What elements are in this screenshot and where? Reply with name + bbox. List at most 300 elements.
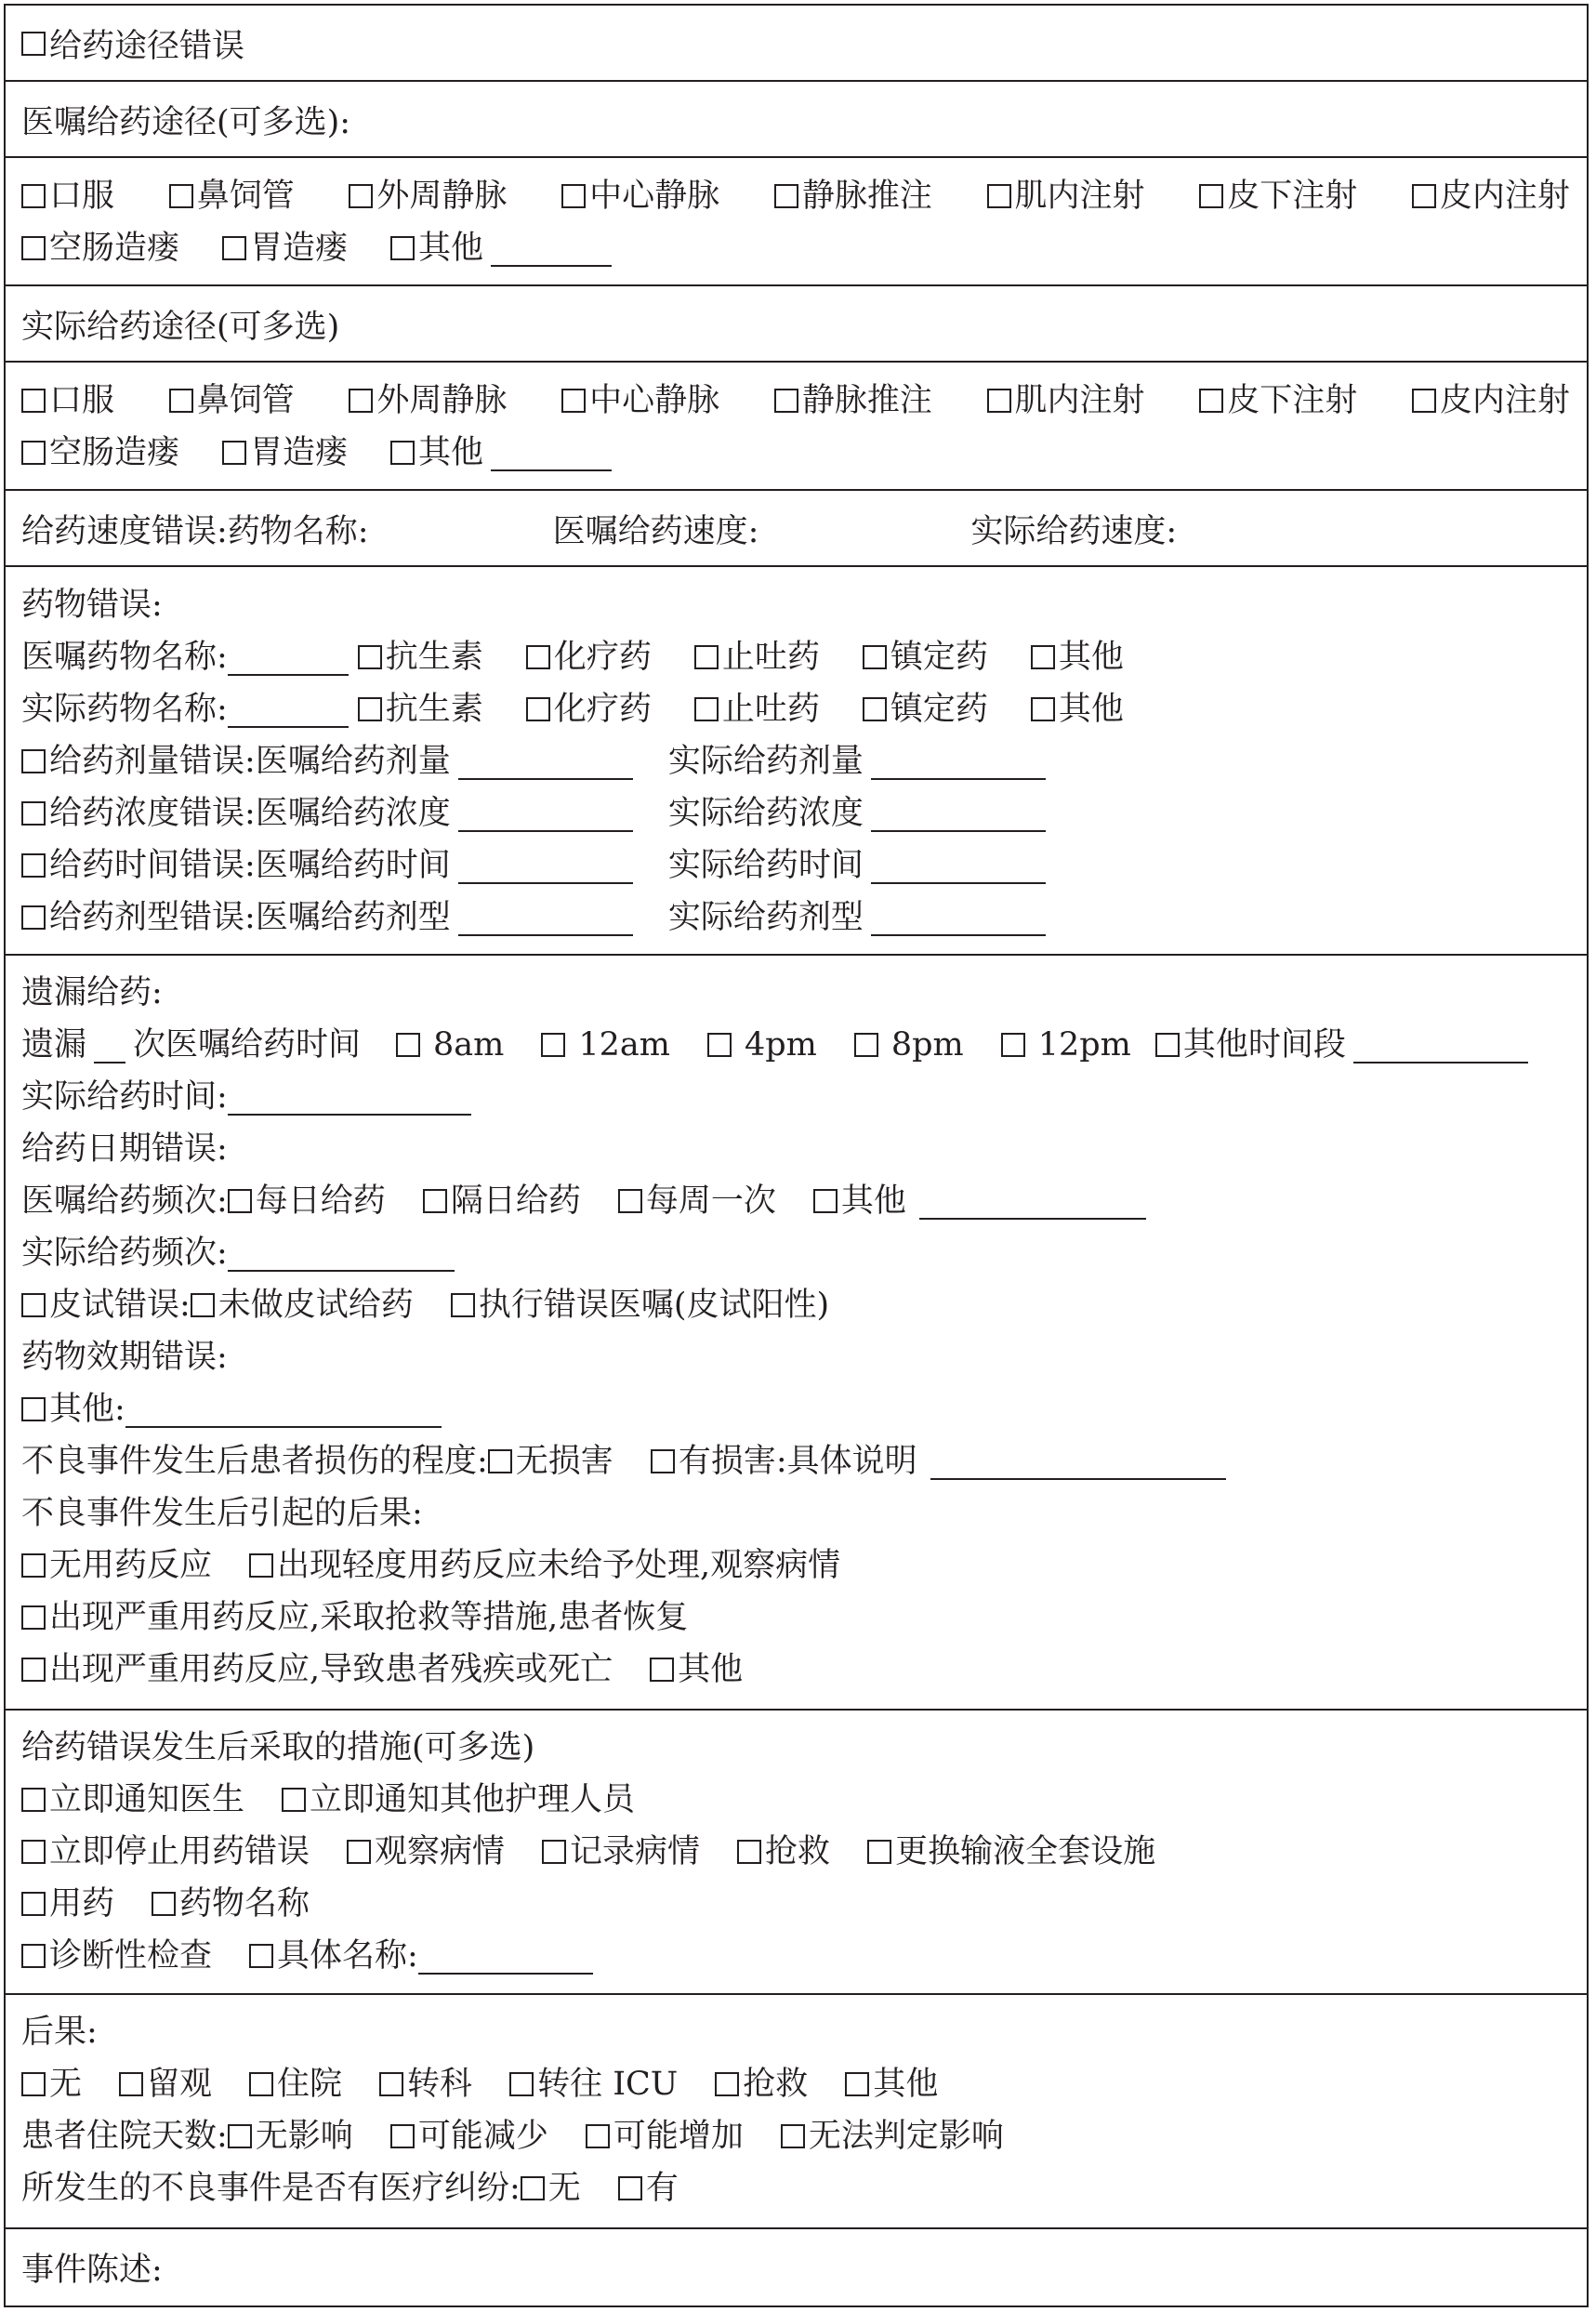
option-label: 给药浓度错误: <box>49 795 256 832</box>
actual-conc-input[interactable] <box>871 795 1046 832</box>
option-label: 镇定药 <box>890 639 988 676</box>
checkbox-icon[interactable] <box>526 697 550 721</box>
actual-freq-input[interactable] <box>228 1235 455 1272</box>
blank-line[interactable] <box>491 230 612 267</box>
option-label: 口服 <box>49 178 115 215</box>
checkbox-icon[interactable] <box>358 645 382 669</box>
checkbox-icon[interactable] <box>561 184 586 208</box>
option-label: 转往 ICU <box>537 2066 679 2103</box>
other-error-input[interactable] <box>125 1391 442 1428</box>
actual-route-oral[interactable] <box>21 375 114 427</box>
actual-admin-time-label: 实际给药时间: <box>21 1078 228 1116</box>
option-label: 止吐药 <box>721 639 820 676</box>
checkbox-icon[interactable] <box>618 2176 642 2200</box>
checkbox-icon[interactable] <box>358 697 382 721</box>
omission-title: 遗漏给药: <box>21 974 163 1011</box>
actual-route-other[interactable] <box>390 427 612 479</box>
section-ordered-route-title <box>6 82 1587 158</box>
checkbox-icon[interactable] <box>228 1189 252 1213</box>
freq-daily[interactable] <box>228 1175 386 1227</box>
actual-type-other[interactable] <box>1031 683 1124 735</box>
option-label: 其他 <box>418 230 484 267</box>
option-label: 其他 <box>873 2066 939 2103</box>
checkbox-icon[interactable] <box>390 2124 415 2148</box>
ordered-route-title: 医嘱给药途径(可多选): <box>21 104 351 141</box>
option-label: 立即通知医生 <box>49 1781 245 1818</box>
ordered-route-im[interactable] <box>987 170 1145 222</box>
measures-title: 给药错误发生后采取的措施(可多选) <box>21 1729 535 1766</box>
option-label: 可能增加 <box>613 2118 744 2155</box>
option-label: 无 <box>547 2170 581 2207</box>
option-label: 12pm <box>1037 1026 1131 1064</box>
checkbox-icon[interactable] <box>1031 645 1055 669</box>
ordered-dose-input[interactable] <box>458 743 633 780</box>
checkbox-icon[interactable] <box>586 2124 610 2148</box>
actual-type-antiemetic[interactable] <box>694 683 820 735</box>
checkbox-icon[interactable] <box>169 389 193 413</box>
length-of-stay-label: 患者住院天数: <box>21 2118 228 2155</box>
dose-error-checkbox[interactable] <box>21 735 256 787</box>
checkbox-icon[interactable] <box>781 2124 805 2148</box>
freq-every-other-day[interactable] <box>423 1175 581 1227</box>
actual-freq-label: 实际给药频次: <box>21 1235 228 1272</box>
blank-line[interactable] <box>919 1182 1146 1220</box>
option-label: 转科 <box>407 2066 473 2103</box>
ordered-route-iv-push[interactable] <box>774 170 932 222</box>
checkbox-icon[interactable] <box>561 389 586 413</box>
option-label: 肌内注射 <box>1014 178 1145 215</box>
harm-degree-label: 不良事件发生后患者损伤的程度: <box>21 1443 488 1480</box>
option-label: 外周静脉 <box>376 382 508 419</box>
checkbox-icon[interactable] <box>21 905 46 930</box>
ordered-conc-input[interactable] <box>458 795 633 832</box>
checkbox-icon[interactable] <box>488 1449 512 1473</box>
option-label: 有损害:具体说明 <box>678 1443 917 1480</box>
option-label: 其他 <box>1058 639 1124 676</box>
expiry-error-label: 药物效期错误: <box>21 1339 228 1376</box>
option-label: 静脉推注 <box>801 382 932 419</box>
checkbox-icon[interactable] <box>650 1658 674 1682</box>
skin-test-not-done[interactable] <box>191 1279 414 1331</box>
actual-route-sc[interactable] <box>1199 375 1357 427</box>
checkbox-icon[interactable] <box>854 1033 878 1057</box>
ordered-route-sc[interactable] <box>1199 170 1357 222</box>
checkbox-icon[interactable] <box>21 1944 46 1968</box>
harm-detail-input[interactable] <box>930 1443 1226 1480</box>
actual-form-input[interactable] <box>871 899 1046 936</box>
consequence-severe-disability-death[interactable] <box>21 1644 613 1696</box>
checkbox-icon[interactable] <box>21 1605 46 1630</box>
option-label: 空肠造瘘 <box>49 434 180 471</box>
ordered-form-input[interactable] <box>458 899 633 936</box>
consequence-severe-recovered[interactable] <box>21 1592 688 1644</box>
dispute-yes[interactable] <box>618 2162 679 2214</box>
option-label: 具体名称: <box>277 1937 418 1975</box>
checkbox-icon[interactable] <box>651 1449 675 1473</box>
ordered-drug-name-label: 医嘱药物名称: <box>21 639 228 676</box>
actual-form-label: 实际给药剂型 <box>667 899 864 936</box>
checkbox-icon[interactable] <box>21 853 46 878</box>
ordered-route-nasogastric[interactable] <box>169 170 295 222</box>
section-drug-error <box>6 567 1587 956</box>
checkbox-icon[interactable] <box>249 1553 273 1578</box>
option-label: 鼻饲管 <box>196 178 295 215</box>
label-wrong-route: 给药途径错误 <box>49 28 245 65</box>
checkbox-icon[interactable] <box>1031 697 1055 721</box>
checkbox-icon[interactable] <box>21 1553 46 1578</box>
measure-observe[interactable] <box>347 1826 505 1878</box>
outcome-transfer-icu[interactable] <box>509 2058 678 2110</box>
option-label: 肌内注射 <box>1014 382 1145 419</box>
actual-route-nasogastric[interactable] <box>169 375 295 427</box>
option-label: 中心静脉 <box>589 382 720 419</box>
option-label: 立即停止用药错误 <box>49 1833 310 1870</box>
actual-rate-label: 实际给药速度: <box>970 513 1178 550</box>
rate-error-label: 给药速度错误:药物名称: <box>21 513 369 550</box>
consequence-no-reaction[interactable] <box>21 1539 212 1592</box>
checkbox-icon[interactable] <box>282 1788 306 1812</box>
los-may-increase[interactable] <box>586 2110 744 2162</box>
section-rate-error <box>6 491 1587 567</box>
option-label: 抢救 <box>765 1833 831 1870</box>
checkbox-icon[interactable] <box>21 1293 46 1317</box>
checkbox-icon[interactable] <box>349 184 373 208</box>
omission-count-input[interactable] <box>94 1026 125 1064</box>
ordered-route-id[interactable] <box>1412 170 1570 222</box>
checkbox-icon[interactable] <box>526 645 550 669</box>
option-label: 化疗药 <box>553 639 652 676</box>
option-label: 可能减少 <box>417 2118 548 2155</box>
ordered-type-antibiotic[interactable] <box>358 631 483 683</box>
option-label: 每周一次 <box>645 1182 776 1220</box>
measure-record[interactable] <box>542 1826 700 1878</box>
option-label: 其他时间段 <box>1182 1026 1346 1064</box>
checkbox-icon[interactable] <box>451 1293 475 1317</box>
consequence-other[interactable] <box>650 1644 743 1696</box>
ordered-form-label: 医嘱给药剂型 <box>255 899 451 936</box>
actual-route-gastrostomy[interactable] <box>222 427 348 479</box>
checkbox-icon[interactable] <box>191 1293 215 1317</box>
checkbox-icon[interactable] <box>542 1840 566 1864</box>
actual-drug-name-label: 实际药物名称: <box>21 691 228 728</box>
ordered-route-peripheral-iv[interactable] <box>349 170 507 222</box>
other-error-checkbox[interactable] <box>21 1383 125 1435</box>
checkbox-icon[interactable] <box>21 236 46 260</box>
actual-dose-input[interactable] <box>871 743 1046 780</box>
actual-time-input[interactable] <box>871 847 1046 884</box>
checkbox-icon[interactable] <box>396 1033 420 1057</box>
checkbox-icon[interactable] <box>694 645 719 669</box>
checkbox-icon[interactable] <box>21 32 46 56</box>
checkbox-icon[interactable] <box>1199 184 1223 208</box>
option-label: 皮内注射 <box>1439 178 1570 215</box>
option-label: 有 <box>645 2170 679 2207</box>
omission-time-12am[interactable] <box>541 1019 670 1071</box>
measure-diagnostic-test[interactable] <box>21 1930 212 1982</box>
checkbox-icon[interactable] <box>1001 1033 1025 1057</box>
harm-none[interactable] <box>488 1435 613 1487</box>
specific-name-input[interactable] <box>418 1937 593 1975</box>
checkbox-icon[interactable] <box>21 184 46 208</box>
measure-medication[interactable] <box>21 1878 114 1930</box>
actual-admin-time-input[interactable] <box>228 1078 471 1116</box>
measure-rescue[interactable] <box>737 1826 830 1878</box>
omission-time-12pm[interactable] <box>1001 1019 1131 1071</box>
omission-time-8am[interactable] <box>396 1019 504 1071</box>
date-error-label: 给药日期错误: <box>21 1130 228 1168</box>
time-error-checkbox[interactable] <box>21 839 256 892</box>
checkbox-icon[interactable] <box>249 2072 273 2096</box>
outcome-title: 后果: <box>21 2014 98 2051</box>
option-label: 无损害 <box>515 1443 613 1480</box>
checkbox-icon[interactable] <box>21 1397 46 1421</box>
checkbox-icon[interactable] <box>737 1840 761 1864</box>
option-label: 口服 <box>49 382 115 419</box>
section-actual-route-title <box>6 286 1587 363</box>
option-label: 留观 <box>147 2066 213 2103</box>
drug-error-title: 药物错误: <box>21 587 163 624</box>
actual-route-id[interactable] <box>1412 375 1570 427</box>
option-label: 鼻饲管 <box>196 382 295 419</box>
checkbox-icon[interactable] <box>21 801 46 826</box>
measure-drug-name[interactable] <box>152 1878 310 1930</box>
checkbox-icon[interactable] <box>119 2072 143 2096</box>
medication-error-form <box>4 4 1589 2307</box>
outcome-observation[interactable] <box>119 2058 212 2110</box>
omission-label-b: 次医嘱给药时间 <box>133 1026 362 1064</box>
ordered-type-other[interactable] <box>1031 631 1124 683</box>
checkbox-icon[interactable] <box>521 2176 545 2200</box>
event-description-label: 事件陈述: <box>21 2252 163 2289</box>
option-label: 静脉推注 <box>801 178 932 215</box>
option-label: 未做皮试给药 <box>218 1287 414 1324</box>
option-label: 用药 <box>49 1885 115 1922</box>
checkbox-icon[interactable] <box>1199 389 1223 413</box>
checkbox-icon[interactable] <box>541 1033 565 1057</box>
option-label: 中心静脉 <box>589 178 720 215</box>
actual-type-chemo[interactable] <box>526 683 652 735</box>
section-measures <box>6 1711 1587 1995</box>
option-label: 隔日给药 <box>450 1182 581 1220</box>
form-error-checkbox[interactable] <box>21 892 256 944</box>
ordered-freq-label: 医嘱给药频次: <box>21 1182 228 1220</box>
ordered-rate-label: 医嘱给药速度: <box>552 513 759 550</box>
option-label: 其他 <box>840 1182 906 1220</box>
option-label: 无用药反应 <box>49 1547 213 1584</box>
checkbox-icon[interactable] <box>21 2072 46 2096</box>
checkbox-icon[interactable] <box>987 389 1011 413</box>
option-label: 抢救 <box>743 2066 809 2103</box>
outcome-none[interactable] <box>21 2058 82 2110</box>
ordered-conc-label: 医嘱给药浓度 <box>255 795 451 832</box>
section-wrong-route <box>6 6 1587 82</box>
checkbox-icon[interactable] <box>774 389 798 413</box>
measure-stop-drug[interactable] <box>21 1826 310 1878</box>
ordered-route-other[interactable] <box>390 222 612 274</box>
checkbox-icon[interactable] <box>349 389 373 413</box>
option-label: 12am <box>578 1026 670 1064</box>
freq-weekly[interactable] <box>618 1175 776 1227</box>
checkbox-icon[interactable] <box>715 2072 739 2096</box>
checkbox-icon[interactable] <box>618 1189 642 1213</box>
ordered-drug-name-input[interactable] <box>228 639 349 676</box>
checkbox-icon[interactable] <box>863 645 887 669</box>
checkbox-icon[interactable] <box>694 697 719 721</box>
checkbox-icon[interactable] <box>1155 1033 1180 1057</box>
checkbox-icon[interactable] <box>774 184 798 208</box>
option-label: 无 <box>49 2066 83 2103</box>
checkbox-icon[interactable] <box>21 1658 46 1682</box>
checkbox-icon[interactable] <box>21 749 46 773</box>
checkbox-icon[interactable] <box>423 1189 447 1213</box>
ordered-type-antiemetic[interactable] <box>694 631 820 683</box>
checkbox-icon[interactable] <box>21 389 46 413</box>
option-label: 皮下注射 <box>1227 382 1358 419</box>
checkbox-icon[interactable] <box>347 1840 371 1864</box>
checkbox-icon[interactable] <box>863 697 887 721</box>
los-may-decrease[interactable] <box>390 2110 548 2162</box>
ordered-route-jejunostomy[interactable] <box>21 222 179 274</box>
outcome-rescue[interactable] <box>715 2058 808 2110</box>
omission-time-8pm[interactable] <box>854 1019 964 1071</box>
ordered-route-central-iv[interactable] <box>561 170 719 222</box>
actual-route-central-iv[interactable] <box>561 375 719 427</box>
option-label: 其他: <box>49 1391 125 1428</box>
checkbox-icon[interactable] <box>845 2072 869 2096</box>
option-label: 出现严重用药反应,导致患者残疾或死亡 <box>49 1651 613 1688</box>
option-label: 给药剂型错误: <box>49 899 256 936</box>
actual-dose-label: 实际给药剂量 <box>667 743 864 780</box>
ordered-route-oral[interactable] <box>21 170 114 222</box>
checkbox-icon[interactable] <box>21 441 46 465</box>
checkbox-icon[interactable] <box>1412 184 1436 208</box>
option-label: 空肠造瘘 <box>49 230 180 267</box>
blank-line[interactable] <box>491 434 612 471</box>
checkbox-icon[interactable] <box>169 184 193 208</box>
option-label: 化疗药 <box>553 691 652 728</box>
actual-time-label: 实际给药时间 <box>667 847 864 884</box>
measure-specific-name[interactable] <box>249 1930 593 1982</box>
omission-time-4pm[interactable] <box>707 1019 817 1071</box>
dispute-no[interactable] <box>521 2162 581 2214</box>
actual-type-sedative[interactable] <box>863 683 988 735</box>
harm-present[interactable] <box>651 1435 1226 1487</box>
ordered-type-chemo[interactable] <box>526 631 652 683</box>
checkbox-icon[interactable] <box>867 1840 891 1864</box>
checkbox-icon[interactable] <box>249 1944 273 1968</box>
actual-route-peripheral-iv[interactable] <box>349 375 507 427</box>
checkbox-icon[interactable] <box>390 236 415 260</box>
conc-error-checkbox[interactable] <box>21 787 256 839</box>
option-label: 止吐药 <box>721 691 820 728</box>
checkbox-icon[interactable] <box>987 184 1011 208</box>
checkbox-icon[interactable] <box>509 2072 534 2096</box>
checkbox-icon[interactable] <box>390 441 415 465</box>
ordered-type-sedative[interactable] <box>863 631 988 683</box>
outcome-other[interactable] <box>845 2058 938 2110</box>
checkbox-icon[interactable] <box>379 2072 403 2096</box>
checkbox-icon[interactable] <box>21 1892 46 1916</box>
measure-notify-nurses[interactable] <box>282 1774 635 1826</box>
option-label: 出现轻度用药反应未给予处理,观察病情 <box>277 1547 841 1584</box>
checkbox-icon[interactable] <box>222 441 246 465</box>
option-label: 给药时间错误: <box>49 847 256 884</box>
checkbox-icon[interactable] <box>152 1892 176 1916</box>
option-label: 每日给药 <box>255 1182 386 1220</box>
checkbox-icon[interactable] <box>228 2124 252 2148</box>
actual-route-im[interactable] <box>987 375 1145 427</box>
los-no-effect[interactable] <box>228 2110 353 2162</box>
option-label: 抗生素 <box>385 691 483 728</box>
ordered-time-input[interactable] <box>458 847 633 884</box>
dispute-label: 所发生的不良事件是否有医疗纠纷: <box>21 2170 521 2207</box>
section-actual-route-options <box>6 363 1587 491</box>
actual-type-antibiotic[interactable] <box>358 683 483 735</box>
section-outcome <box>6 1995 1587 2229</box>
actual-route-iv-push[interactable] <box>774 375 932 427</box>
consequence-title: 不良事件发生后引起的后果: <box>21 1495 423 1532</box>
omission-label-a: 遗漏 <box>21 1026 87 1064</box>
skin-test-error-checkbox[interactable] <box>21 1279 191 1331</box>
option-label: 出现严重用药反应,采取抢救等措施,患者恢复 <box>49 1599 689 1636</box>
checkbox-icon[interactable] <box>21 1788 46 1812</box>
option-label: 8am <box>433 1026 505 1064</box>
measure-replace-infusion-set[interactable] <box>867 1826 1155 1878</box>
option-label: 其他 <box>678 1651 744 1688</box>
option-label: 皮试错误: <box>49 1287 191 1324</box>
actual-route-jejunostomy[interactable] <box>21 427 179 479</box>
option-label: 立即通知其他护理人员 <box>310 1781 636 1818</box>
omission-time-other[interactable] <box>1155 1019 1528 1071</box>
ordered-route-gastrostomy[interactable] <box>222 222 348 274</box>
checkbox-icon[interactable] <box>707 1033 732 1057</box>
checkbox-icon[interactable] <box>813 1189 838 1213</box>
checkbox-icon[interactable] <box>21 1840 46 1864</box>
actual-route-title: 实际给药途径(可多选) <box>21 309 340 346</box>
actual-conc-label: 实际给药浓度 <box>667 795 864 832</box>
section-ordered-route-options <box>6 158 1587 286</box>
measure-notify-doctor[interactable] <box>21 1774 244 1826</box>
option-label: 8pm <box>890 1026 964 1064</box>
option-label: 胃造瘘 <box>250 434 349 471</box>
option-label: 执行错误医嘱(皮试阳性) <box>478 1287 830 1324</box>
option-label: 其他 <box>418 434 484 471</box>
section-omission <box>6 956 1587 1711</box>
option-label: 更换输液全套设施 <box>895 1833 1156 1870</box>
option-label: 无影响 <box>255 2118 353 2155</box>
checkbox-icon[interactable] <box>1412 389 1436 413</box>
option-label: 药物名称 <box>179 1885 310 1922</box>
checkbox-icon[interactable] <box>222 236 246 260</box>
blank-line[interactable] <box>1353 1026 1528 1064</box>
freq-other[interactable] <box>813 1175 1146 1227</box>
ordered-dose-label: 医嘱给药剂量 <box>255 743 451 780</box>
option-label: 记录病情 <box>570 1833 701 1870</box>
consequence-mild-untreated[interactable] <box>249 1539 840 1592</box>
checkbox-wrong-route[interactable] <box>21 20 244 67</box>
option-label: 镇定药 <box>890 691 988 728</box>
skin-test-positive-executed[interactable] <box>451 1279 829 1331</box>
ordered-time-label: 医嘱给药时间 <box>255 847 451 884</box>
option-label: 其他 <box>1058 691 1124 728</box>
outcome-hospitalized[interactable] <box>249 2058 342 2110</box>
outcome-transfer-dept[interactable] <box>379 2058 472 2110</box>
option-label: 胃造瘘 <box>250 230 349 267</box>
actual-drug-name-input[interactable] <box>228 691 349 728</box>
option-label: 观察病情 <box>375 1833 506 1870</box>
los-undetermined[interactable] <box>781 2110 1004 2162</box>
option-label: 皮内注射 <box>1439 382 1570 419</box>
